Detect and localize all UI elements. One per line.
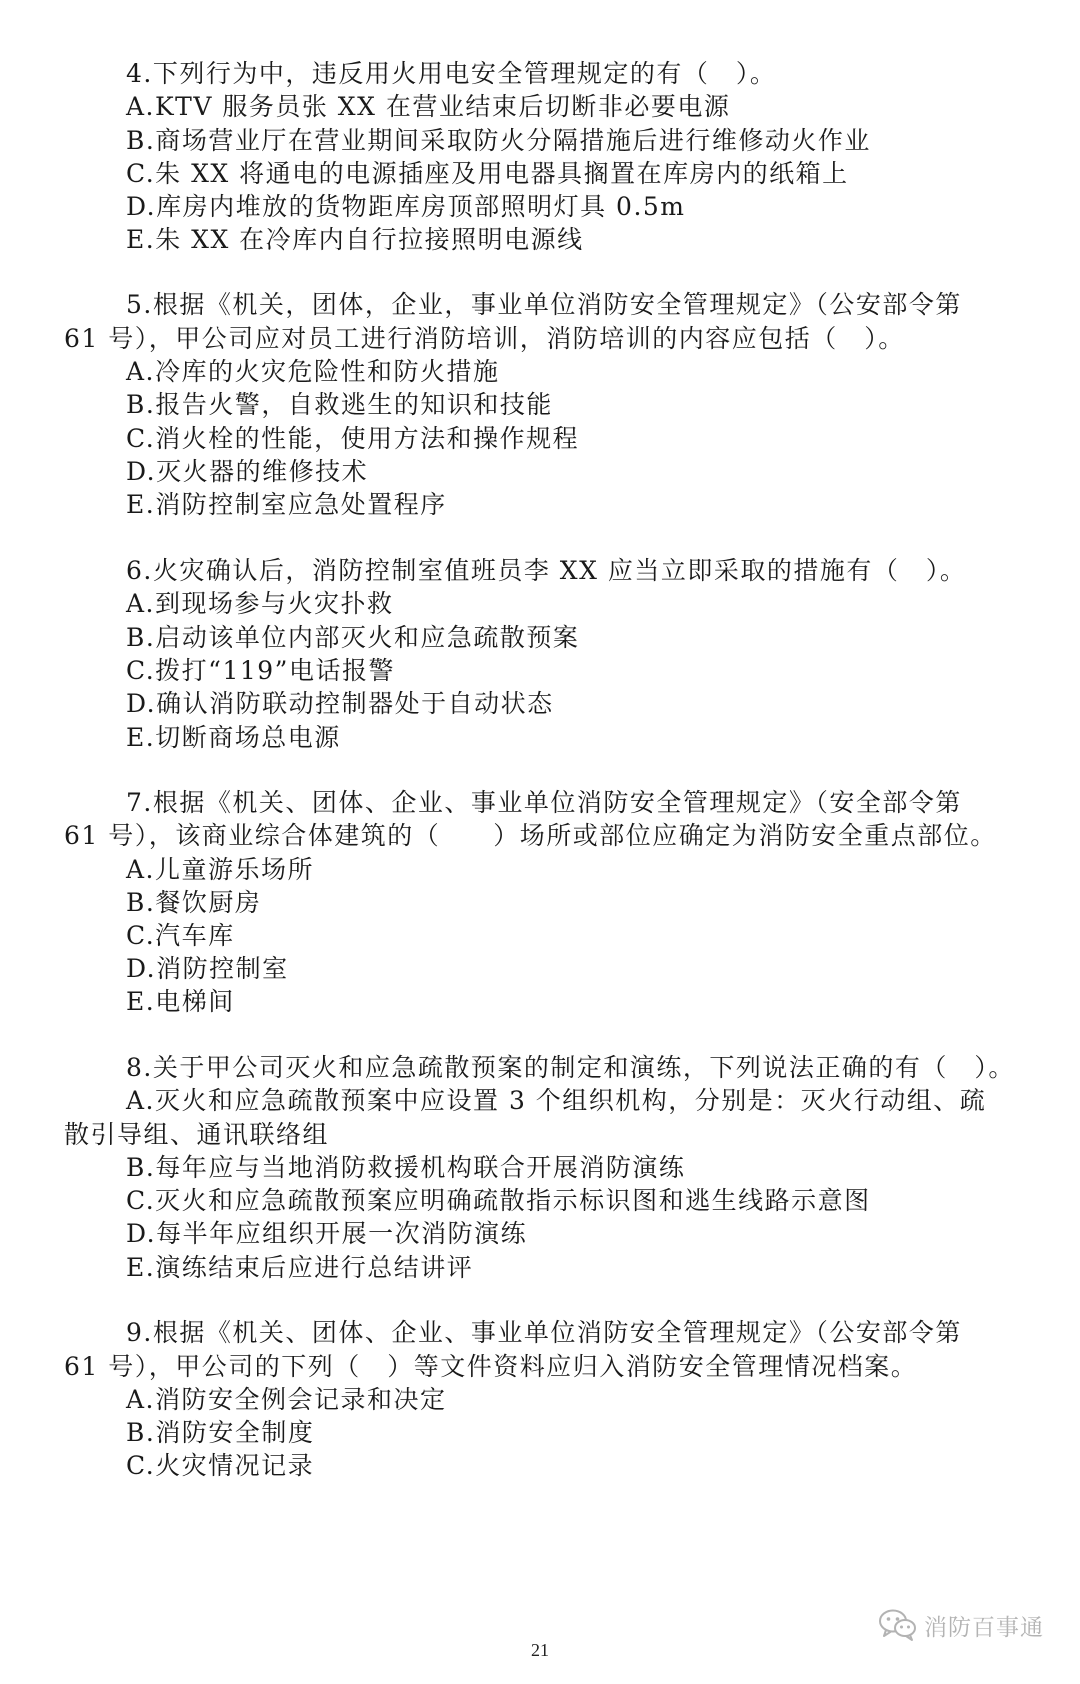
question-6-option-a: A.到现场参与火灾扑救	[126, 589, 394, 618]
question-7-stem: 7.根据《机关、团体、企业、事业单位消防安全管理规定》（安全部令第	[126, 788, 962, 817]
question-9-stem: 9.根据《机关、团体、企业、事业单位消防安全管理规定》（公安部令第	[126, 1318, 962, 1347]
page-number: 21	[531, 1640, 549, 1660]
question-4-stem: 4.下列行为中，违反用火用电安全管理规定的有（ ）。	[126, 59, 777, 88]
question-5-stem-continued: 61 号），甲公司应对员工进行消防培训，消防培训的内容应包括（ ）。	[64, 324, 905, 353]
question-7-option-d: D.消防控制室	[126, 954, 289, 983]
watermark-text: 消防百事通	[924, 1614, 1044, 1641]
question-4-option-c: C.朱 XX 将通电的电源插座及用电器具搁置在库房内的纸箱上	[126, 159, 849, 188]
question-4-option-b: B.商场营业厅在营业期间采取防火分隔措施后进行维修动火作业	[126, 126, 871, 155]
wechat-icon	[878, 1608, 918, 1642]
question-5-option-c: C.消火栓的性能，使用方法和操作规程	[126, 424, 580, 453]
question-7-option-e: E.电梯间	[126, 987, 235, 1016]
question-9-option-a: A.消防安全例会记录和决定	[126, 1385, 447, 1414]
question-8-option-a-continued: 散引导组、通讯联络组	[64, 1120, 330, 1149]
question-5-stem: 5.根据《机关，团体，企业，事业单位消防安全管理规定》（公安部令第	[126, 290, 962, 319]
question-4-option-a: A.KTV 服务员张 XX 在营业结束后切断非必要电源	[126, 92, 731, 121]
question-8-option-a: A.灭火和应急疏散预案中应设置 3 个组织机构，分别是：灭火行动组、疏	[126, 1086, 987, 1115]
question-4-option-d: D.库房内堆放的货物距库房顶部照明灯具 0.5m	[126, 192, 686, 221]
question-6-option-e: E.切断商场总电源	[126, 723, 341, 752]
question-9-stem-continued: 61 号），甲公司的下列（ ）等文件资料应归入消防安全管理情况档案。	[64, 1352, 918, 1381]
question-5-option-e: E.消防控制室应急处置程序	[126, 490, 447, 519]
question-7-stem-continued: 61 号），该商业综合体建筑的（ ）场所或部位应确定为消防安全重点部位。	[64, 821, 997, 850]
question-7-option-b: B.餐饮厨房	[126, 888, 262, 917]
question-5-option-d: D.灭火器的维修技术	[126, 457, 369, 486]
watermark	[878, 1608, 1044, 1642]
question-8-stem: 8.关于甲公司灭火和应急疏散预案的制定和演练，下列说法正确的有（ ）。	[126, 1053, 1015, 1082]
question-9-option-b: B.消防安全制度	[126, 1418, 315, 1447]
question-5-option-b: B.报告火警，自救逃生的知识和技能	[126, 390, 553, 419]
question-9-option-c: C.火灾情况记录	[126, 1451, 315, 1480]
question-6-option-c: C.拨打“119”电话报警	[126, 656, 395, 685]
question-6-stem: 6.火灾确认后，消防控制室值班员李 XX 应当立即采取的措施有（ ）。	[126, 556, 967, 585]
question-8-option-d: D.每半年应组织开展一次消防演练	[126, 1219, 528, 1248]
question-6-option-d: D.确认消防联动控制器处于自动状态	[126, 689, 554, 718]
question-7-option-c: C.汽车库	[126, 921, 235, 950]
question-8-option-c: C.灭火和应急疏散预案应明确疏散指示标识图和逃生线路示意图	[126, 1186, 871, 1215]
question-8-option-e: E.演练结束后应进行总结讲评	[126, 1253, 474, 1282]
question-5-option-a: A.冷库的火灾危险性和防火措施	[126, 357, 500, 386]
question-6-option-b: B.启动该单位内部灭火和应急疏散预案	[126, 623, 580, 652]
question-8-option-b: B.每年应与当地消防救援机构联合开展消防演练	[126, 1153, 686, 1182]
question-4-option-e: E.朱 XX 在冷库内自行拉接照明电源线	[126, 225, 584, 254]
question-7-option-a: A.儿童游乐场所	[126, 855, 315, 884]
